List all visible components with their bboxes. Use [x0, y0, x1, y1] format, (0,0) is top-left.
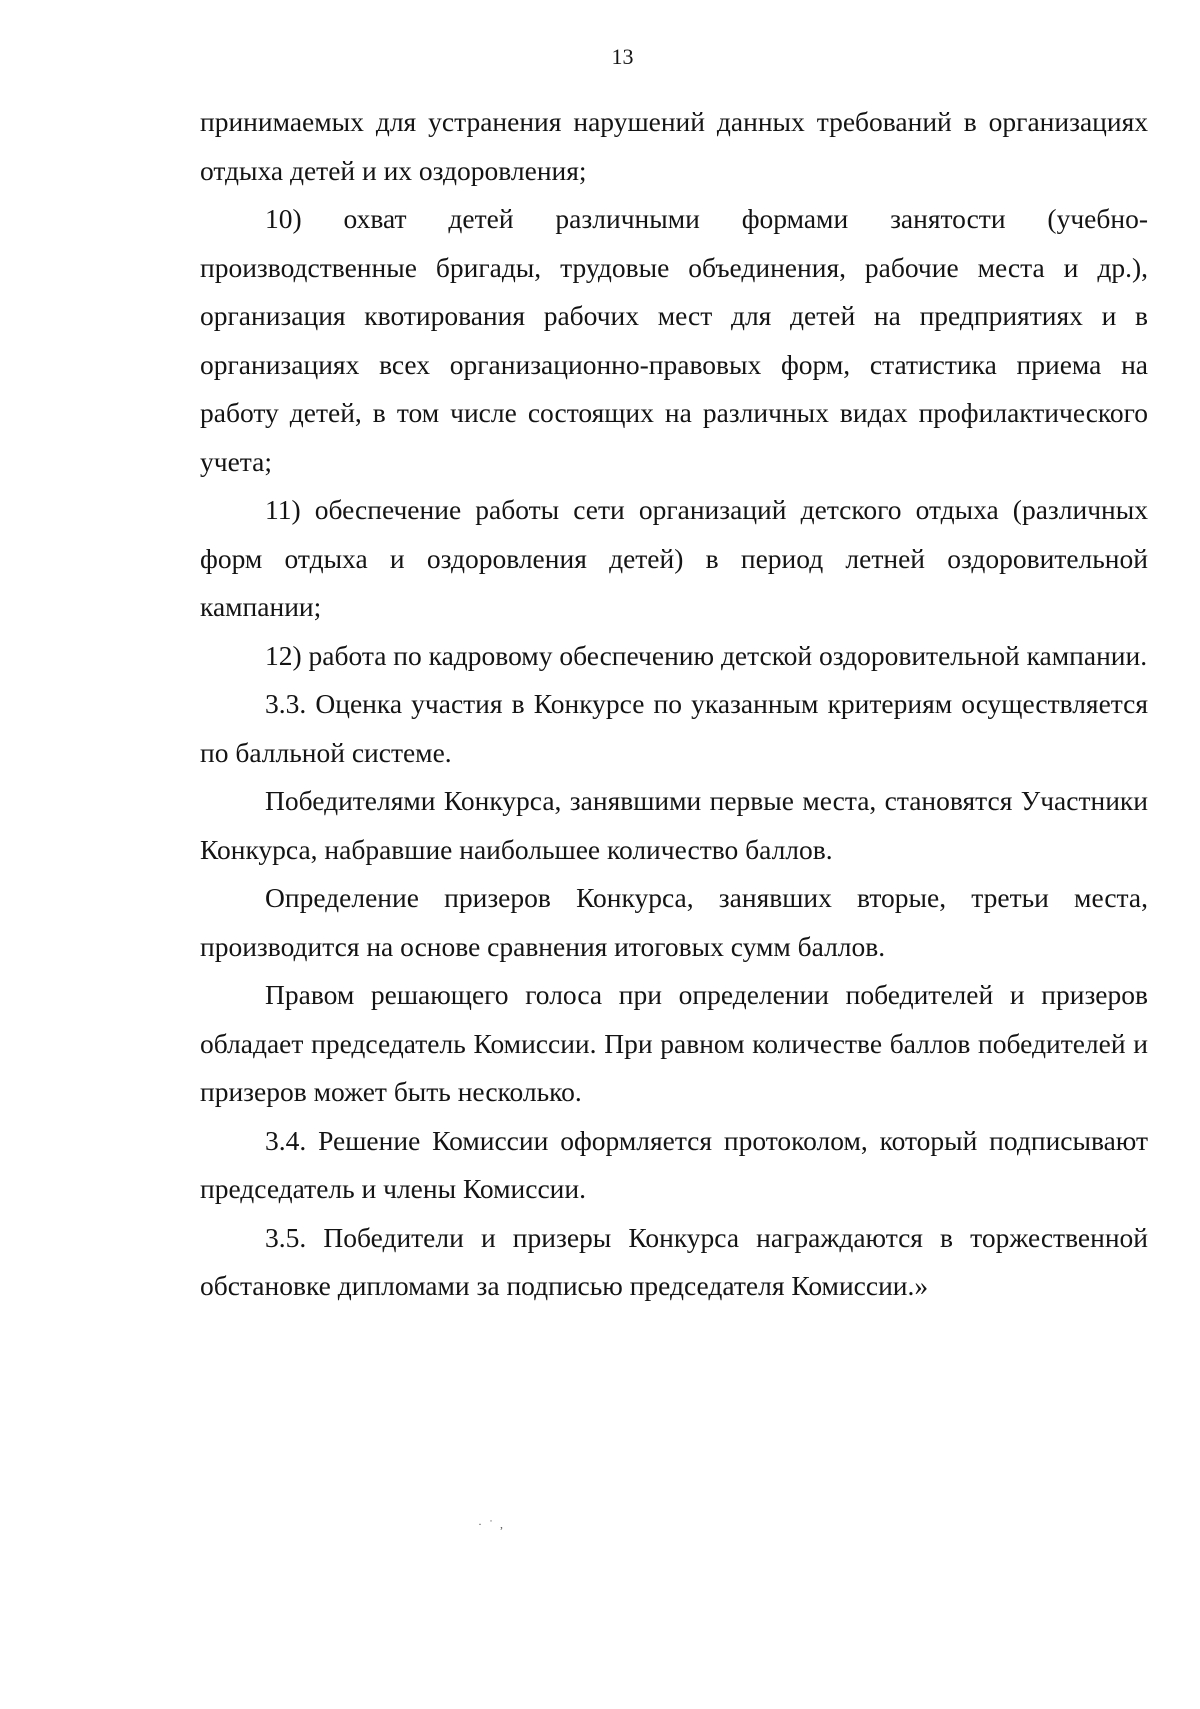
paragraph-item-11: 11) обеспечение работы сети организаций детского отдыха (различных форм отдыха и оздоровления детей) в период летней оздоровительной кампании; [200, 494, 1148, 622]
paragraph-continuation: принимаемых для устранения нарушений данных требований в организациях отдыха детей и их оздоровления; [200, 106, 1148, 186]
paragraph-prizewinners: Определение призеров Конкурса, занявших вторые, третьи места, производится на основе сравнения итоговых сумм баллов. [200, 882, 1148, 962]
page-number: 13 [611, 44, 634, 69]
paragraph-item-12: 12) работа по кадровому обеспечению детской оздоровительной кампании. [265, 639, 1148, 671]
paragraph-deciding-vote: Правом решающего голоса при определении победителей и призеров обладает председатель Комиссии. При равном количестве баллов победителей и призеров может быть несколько. [200, 979, 1148, 1107]
paragraph-item-10: 10) охват детей различными формами занятости (учебно-производственные бригады, трудовые объединения, рабочие места и др.), организация квотирования рабочих мест для детей на предприятиях и в организациях всех организационно-правовых форм, статистика приема на работу детей, в том числе состоящих на различных видах профилактического учета; [200, 203, 1148, 477]
scan-artifact-mark: · ˙ , [478, 1517, 505, 1531]
paragraph-section-3-3: 3.3. Оценка участия в Конкурсе по указанным критериям осуществляется по балльной системе. [200, 688, 1148, 768]
document-body [200, 98, 1148, 1311]
paragraph-section-3-4: 3.4. Решение Комиссии оформляется протоколом, который подписывают председатель и члены Комиссии. [200, 1124, 1148, 1204]
paragraph-winners: Победителями Конкурса, занявшими первые места, становятся Участники Конкурса, набравшие наибольшее количество баллов. [200, 785, 1148, 865]
paragraph-section-3-5: 3.5. Победители и призеры Конкурса награждаются в торжественной обстановке дипломами за подписью председателя Комиссии.» [200, 1221, 1148, 1301]
